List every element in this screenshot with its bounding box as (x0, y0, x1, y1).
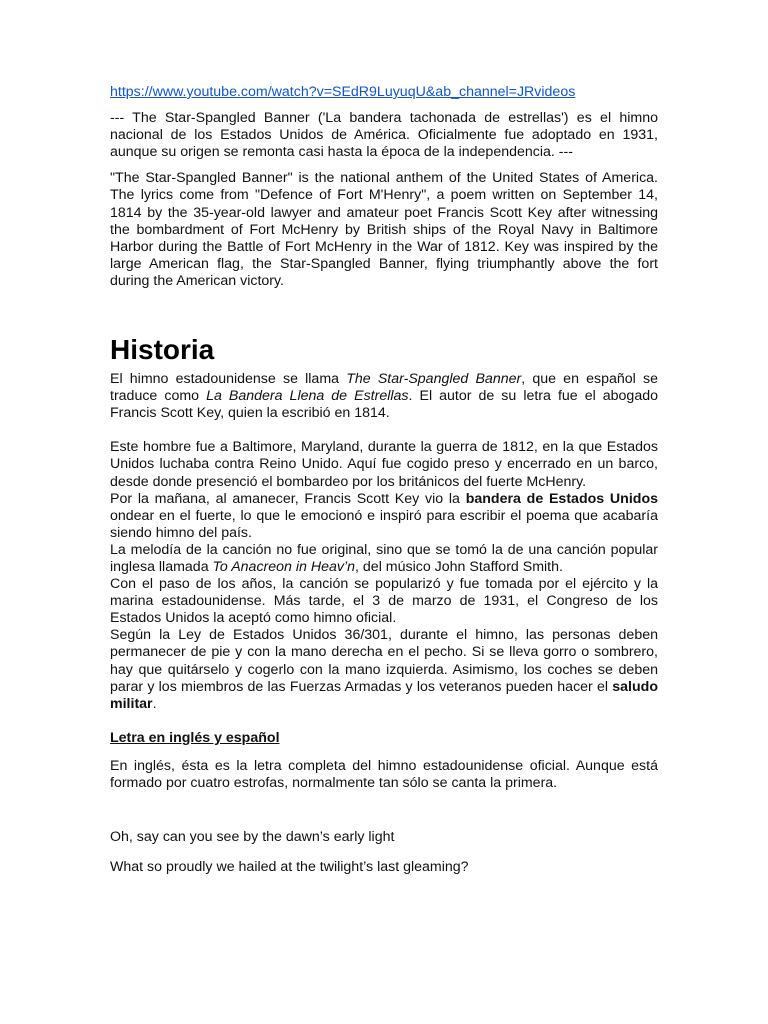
historia-paragraph-5: Con el paso de los años, la canción se popularizó y fue tomada por el ejército y la marina estadounidense. Más tarde, el 3 de marzo de 1931, el Congreso de los Estados Unidos la aceptó como himno oficial. (110, 576, 658, 627)
historia-paragraph-1 (110, 371, 658, 422)
text-span: , del músico John Stafford Smith. (355, 558, 563, 575)
historia-heading: Historia (110, 334, 215, 366)
youtube-link[interactable]: https://www.youtube.com/watch?v=SEdR9LuyuqU&ab_channel=JRvideos (110, 84, 576, 100)
bold-salute-text: saludo militar (110, 678, 658, 712)
text-span: Según la Ley de Estados Unidos 36/301, durante el himno, las personas deben permanecer de pie y con la mano derecha en el pecho. Si se lleva gorro o sombrero, hay que quitárselo y cogerlo con la mano izquierda. Asimismo, los coches se deben parar y los miembros de las Fuerzas Armadas y los veteranos pueden hacer el (110, 627, 658, 695)
lyrics-subheading: Letra en inglés y español (110, 729, 280, 746)
document-page (110, 84, 658, 876)
historia-paragraph-4 (110, 542, 658, 576)
text-span: , que en español se traduce como (110, 371, 658, 405)
text-span: . (152, 695, 157, 712)
historia-paragraph-3 (110, 491, 658, 542)
intro-spanish-paragraph: --- The Star-Spangled Banner ('La bandera tachonada de estrellas') es el himno nacional de los Estados Unidos de América. Oficialmente fue adoptado en 1931, aunque su origen se remonta casi hasta la época de la independencia. --- (110, 110, 658, 161)
historia-paragraph-2: Este hombre fue a Baltimore, Maryland, durante la guerra de 1812, en la que Estados Unidos luchaba contra Reino Unido. Aquí fue cogido preso y encerrado en un barco, desde donde presenció el bombardeo por los británicos del fuerte McHenry. (110, 439, 658, 490)
text-span: Por la mañana, al amanecer, Francis Scott Key vio la (110, 490, 466, 507)
song-title-italic: To Anacreon in Heav’n (212, 558, 356, 575)
historia-section (110, 371, 658, 713)
text-span: . El autor de su letra fue el abogado Francis Scott Key, quien la escribió en 1814. (110, 388, 658, 422)
bold-flag-text: bandera de Estados Unidos (465, 490, 659, 507)
text-span: El himno estadounidense se llama (110, 371, 347, 388)
english-lyrics-intro: En inglés, ésta es la letra completa del himno estadounidense oficial. Aunque está formado por cuatro estrofas, normalmente tan sólo se canta la primera. (110, 757, 658, 791)
lyric-line-2: What so proudly we hailed at the twilight’s last gleaming? (110, 859, 469, 876)
text-span: ondear en el fuerte, lo que le emocionó e inspiró para escribir el poema que acabaría siendo himno del país. (110, 507, 658, 541)
intro-english-paragraph: "The Star-Spangled Banner" is the national anthem of the United States of America. The lyrics come from "Defence of Fort M'Henry", a poem written on September 14, 1814 by the 35-year-old lawyer and amateur poet Francis Scott Key after witnessing the bombardment of Fort McHenry by British ships of the Royal Navy in Baltimore Harbor during the Battle of Fort McHenry in the War of 1812. Key was inspired by the large American flag, the Star-Spangled Banner, flying triumphantly above the fort during the American victory. (110, 170, 658, 289)
lyric-line-1: Oh, say can you see by the dawn’s early light (110, 829, 395, 846)
anthem-title-spanish: La Bandera Llena de Estrellas (206, 388, 409, 405)
text-span: La melodía de la canción no fue original, sino que se tomó la de una canción popular inglesa llamada (110, 541, 658, 575)
historia-paragraph-6 (110, 627, 658, 712)
anthem-title-english: The Star-Spangled Banner (346, 371, 522, 388)
